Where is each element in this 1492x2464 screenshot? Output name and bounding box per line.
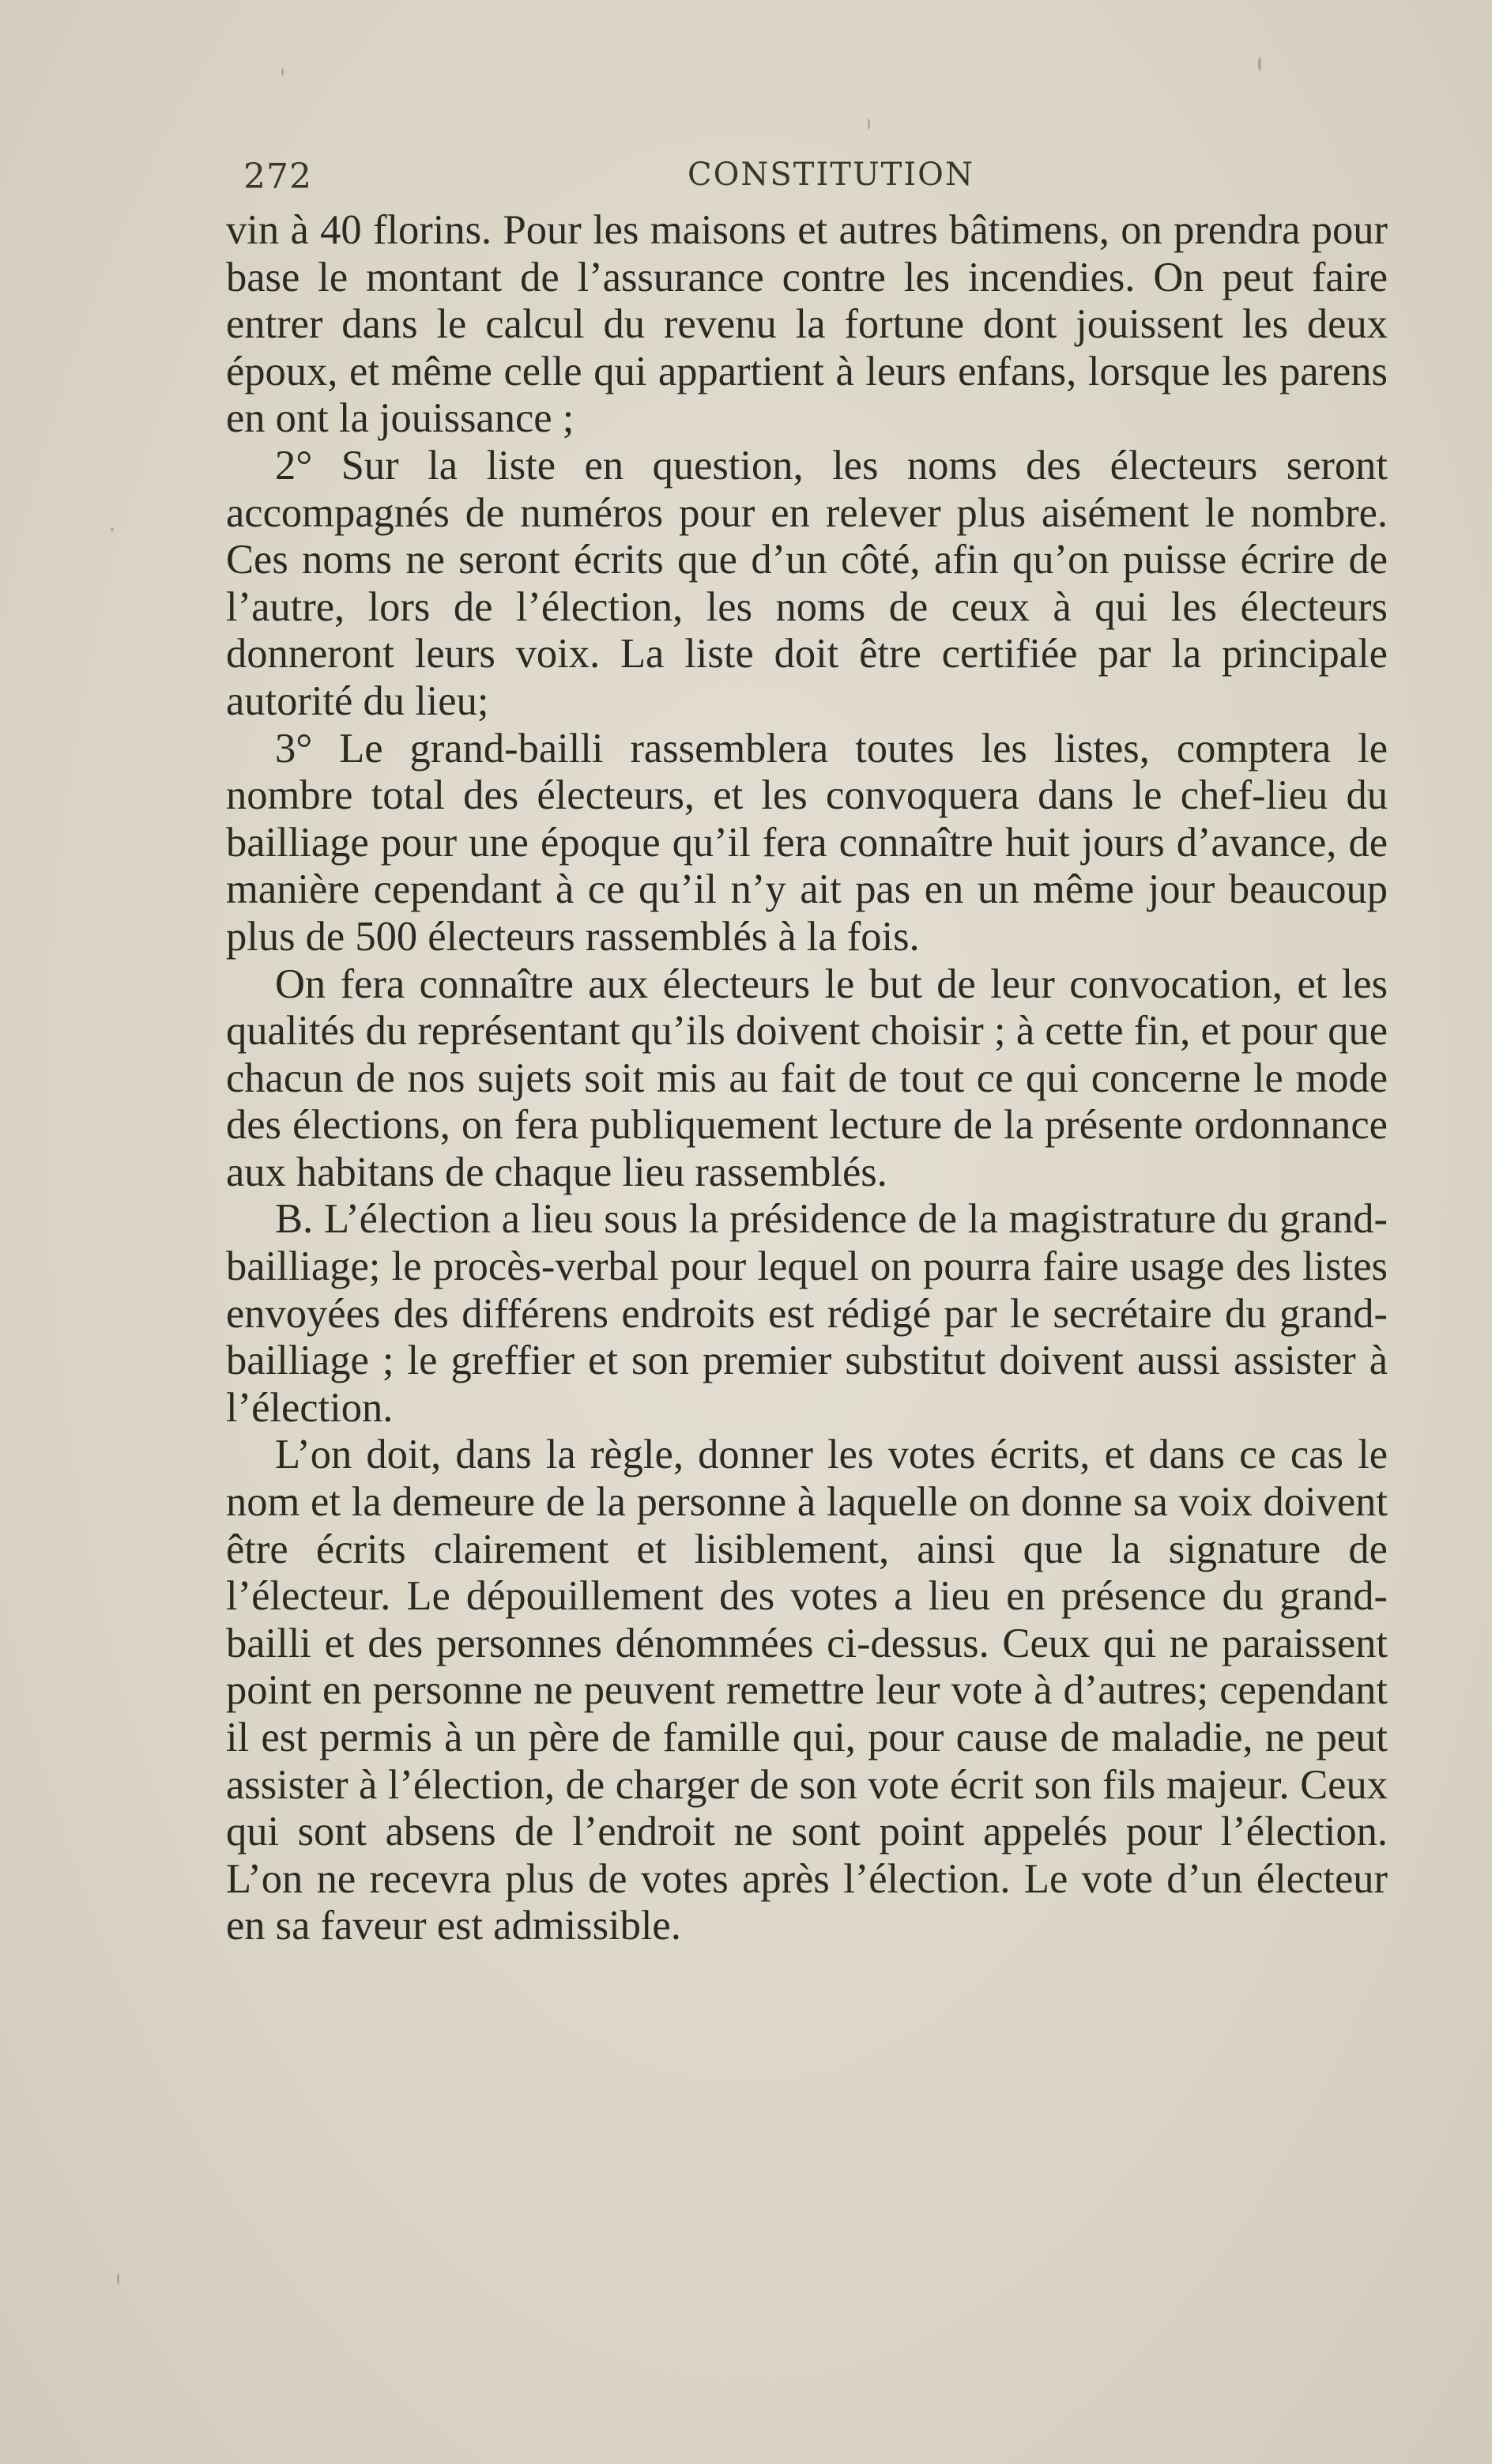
paragraph-votes: L’on doit, dans la règle, donner les votes écrits, et dans ce cas le nom et la demeure de la personne à laquelle on donne sa voix doivent être écrits clairement et lisiblement, ainsi que la signature de l’électeur. Le dépouillement des votes a lieu en présence du grand-bailli et des personnes dénommées ci-dessus. Ceux qui ne paraissent point en personne ne peuvent remettre leur vote à d’autres; cependant il est permis à un père de famille qui, pour cause de maladie, ne peut assister à l’élection, de charger de son vote écrit son fils majeur. Ceux qui sont absens de l’endroit ne sont point appelés pour l’élection. L’on ne recevra plus de votes après l’élection. Le vote d’un électeur en sa faveur est admissible. xyxy=(226,1432,1388,1949)
paragraph-item-3: 3° Le grand-bailli rassemblera toutes les listes, comptera le nombre total des électeurs, et les convoquera dans le chef-lieu du bailliage pour une époque qu’il fera connaître huit jours d’avance, de manière cependant à ce qu’il n’y ait pas en un même jour beaucoup plus de 500 électeurs rassemblés à la fois. xyxy=(226,725,1388,960)
running-head xyxy=(221,157,1381,212)
body-text xyxy=(226,207,1388,1950)
paper-speck xyxy=(281,68,284,76)
paper-speck xyxy=(1258,57,1261,71)
paragraph-section-b: B. L’élection a lieu sous la présidence de la magistrature du grand-bailliage; le procès-verbal pour lequel on pourra faire usage des listes envoyées des différens endroits est rédigé par le secrétaire du grand-bailliage ; le greffier et son premier substitut doivent aussi assister à l’élection. xyxy=(226,1196,1388,1431)
paragraph-continuation: vin à 40 florins. Pour les maisons et autres bâtimens, on prendra pour base le montant de l’assurance contre les incendies. On peut faire entrer dans le calcul du revenu la fortune dont jouissent les deux époux, et même celle qui appartient à leurs enfans, lorsque les parens en ont la jouissance ; xyxy=(226,207,1388,442)
paper-speck xyxy=(868,119,870,130)
paragraph-convocation: On fera connaître aux électeurs le but de leur convocation, et les qualités du représentant qu’ils doivent choisir ; à cette fin, et pour que chacun de nos sujets soit mis au fait de tout ce qui concerne le mode des élections, on fera publiquement lecture de la présente ordonnance aux habitans de chaque lieu rassemblés. xyxy=(226,960,1388,1195)
paper-speck xyxy=(117,2273,119,2285)
paragraph-item-2: 2° Sur la liste en question, les noms des électeurs seront accompagnés de numéros pour en relever plus aisément le nombre. Ces noms ne seront écrits que d’un côté, afin qu’on puisse écrire de l’autre, lors de l’élection, les noms de ceux à qui les électeurs donneront leurs voix. La liste doit être certifiée par la principale autorité du lieu; xyxy=(226,442,1388,724)
page-number: 272 xyxy=(243,157,312,197)
running-title: CONSTITUTION xyxy=(688,157,974,193)
paper-speck xyxy=(111,528,114,531)
